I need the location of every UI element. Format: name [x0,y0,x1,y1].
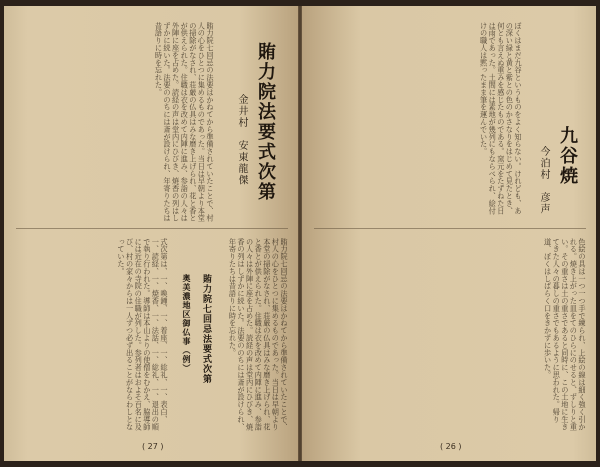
left-page [4,6,298,461]
left-page-number: ( 27 ) [142,442,164,451]
right-page-number: ( 26 ) [440,442,462,451]
right-section-rule [314,228,586,229]
left-article-author: 金井村 安東龍傑 [236,94,247,186]
right-upper-text: ぼくはまだ九谷というものをよく知らない。けれども、あの深い緑と黄と紫との色のかさなりをはじめて見たとき、何とも言えぬ重みを感じたものである。窯元をたずねた日は雨であった。土間には素地が幾列にもならべられ、絵付けの職人は黙ったまま筆を運んでいた。 [479,22,523,215]
right-article-title: 九谷焼 [557,126,578,186]
right-lower-text: 色絵の具は一つ一つ手で練られ、上絵の線は細く強く引かれる。焼き上がった皿をてのひらにのせると、ずしりと重い。その重さは土の重さであると同時に、この土地に生きてきた人々の暮しの重さでもあるように思われた。帰り道、ぼくはしばらく口をきかずに歩いた。 [543,238,587,431]
left-upper-text: 賄力院七回忌の法要はかねてから準備されていたことで、村人の心をひとつに集めるものであった。当日は早朝より本堂の掃除がなされ、荘厳の仏具はみな磨き上げられ、花と香とが供えられた。住職は衣を改めて内陣に進み、参詣の人々は外陣に座を占めた。読経の声は堂内にひびき、焼香の列はしずかに続いた。法要ののちには斎が設けられ、年寄りたちは昔語りに時を忘れた。 [154,22,215,222]
left-section-title: 賄力院七回忌法要式次第 [201,274,211,384]
right-article-author: 今泊村 彦声 [538,146,549,215]
left-article-title: 賄力院法要式次第 [255,42,276,202]
left-section-rule [16,228,288,229]
left-section-subtitle: 奥美濃地区御仏事（例） [182,274,192,373]
left-lower-text-right: 賄力院七回忌の法要はかねてから準備されていたことで、村人の心をひとつに集めるものであった。当日は早朝より本堂の掃除がなされ、荘厳の仏具はみな磨き上げられ、花と香とが供えられた。住職は衣を改めて内陣に進み、参詣の人々は外陣に座を占めた。読経の声は堂内にひびき、焼香の列はしずかに続いた。法要ののちには斎が設けられ、年寄りたちは昔語りに時を忘れた。 [228,238,289,431]
left-lower-text: 式次第は、一、喚鐘、一、着座、一、総礼、一、表白、一、読経、一、焼香、一、法話、一、総礼、一、退出の順で執り行われた。導師は本山よりの使僧をむかえ、脇導師には近在の寺院の住職が列した。参列者はおよそ百名に及び、村の家々からは一人ずつ必ず出ることがならわしとなっていた。 [117,238,169,431]
right-page [302,6,596,461]
